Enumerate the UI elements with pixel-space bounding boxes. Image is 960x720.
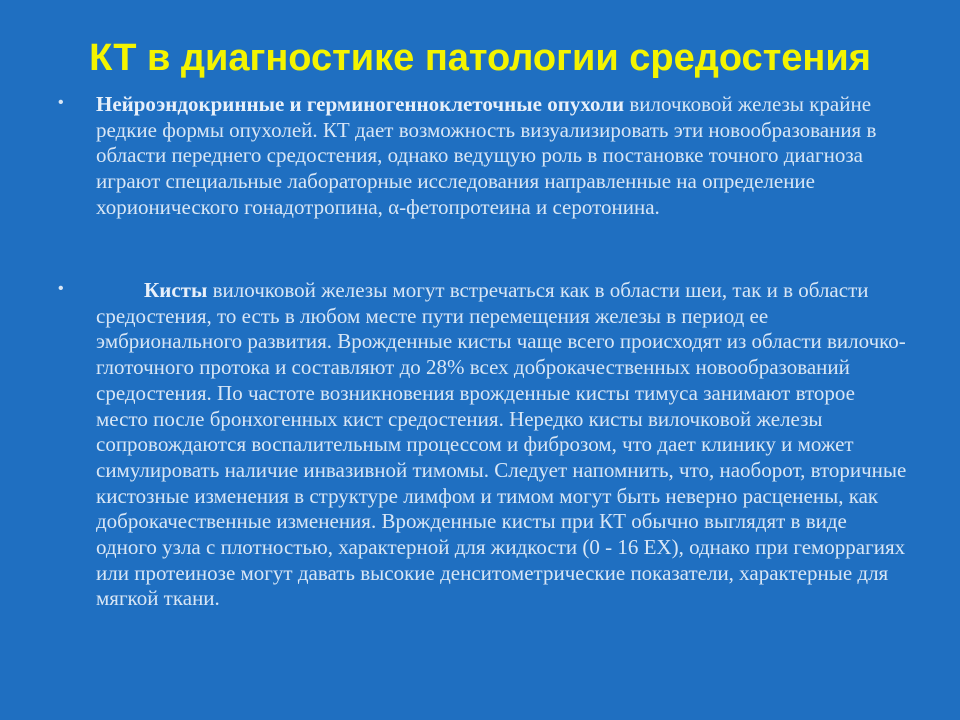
bullet-bold-lead: Нейроэндокринные и герминогенноклеточные опухоли xyxy=(96,92,625,116)
bullet-body: вилочковой железы крайне редкие формы опухолей. КТ дает возможность визуализировать эти новообразования в области переднего средостения, однако ведущую роль в постановке точного диагноза играют специальные лабораторные исследования направленные на определение хорионического гонадотропина, α-фетопротеина и серотонина. xyxy=(96,92,877,219)
slide-title: КТ в диагностике патологии средостения xyxy=(89,37,871,79)
bullet-marker: • xyxy=(58,94,64,111)
bullet-body: вилочковой железы могут встречаться как в области шеи, так и в области средостения, то есть в любом месте пути перемещения железы в период ее эмбрионального развития. Врожденные кисты чаще всего происходят из области вилочко-глоточного протока и составляют до 28% всех доброкачественных новообразований средостения. По частоте возникновения врожденные кисты тимуса занимают второе место после бронхогенных кист средостения. Нередко кисты вилочковой железы сопровождаются воспалительным процессом и фиброзом, что дает клинику и может симулировать наличие инвазивной тимомы. Следует напомнить, что, наоборот, вторичные кистозные изменения в структуре лимфом и тимом могут быть неверно расценены, как доброкачественные изменения. Врожденные кисты при КТ обычно выглядят в виде одного узла с плотностью, характерной для жидкости (0 - 16 ЕХ), однако при геморрагиях или протеинозе могут давать высокие денситометрические показатели, характерные для мягкой ткани. xyxy=(96,278,907,611)
bullet-text xyxy=(96,278,908,612)
bullet-marker: • xyxy=(58,280,64,297)
bullet-bold-lead: Кисты xyxy=(144,278,208,302)
bullet-text xyxy=(96,92,908,221)
